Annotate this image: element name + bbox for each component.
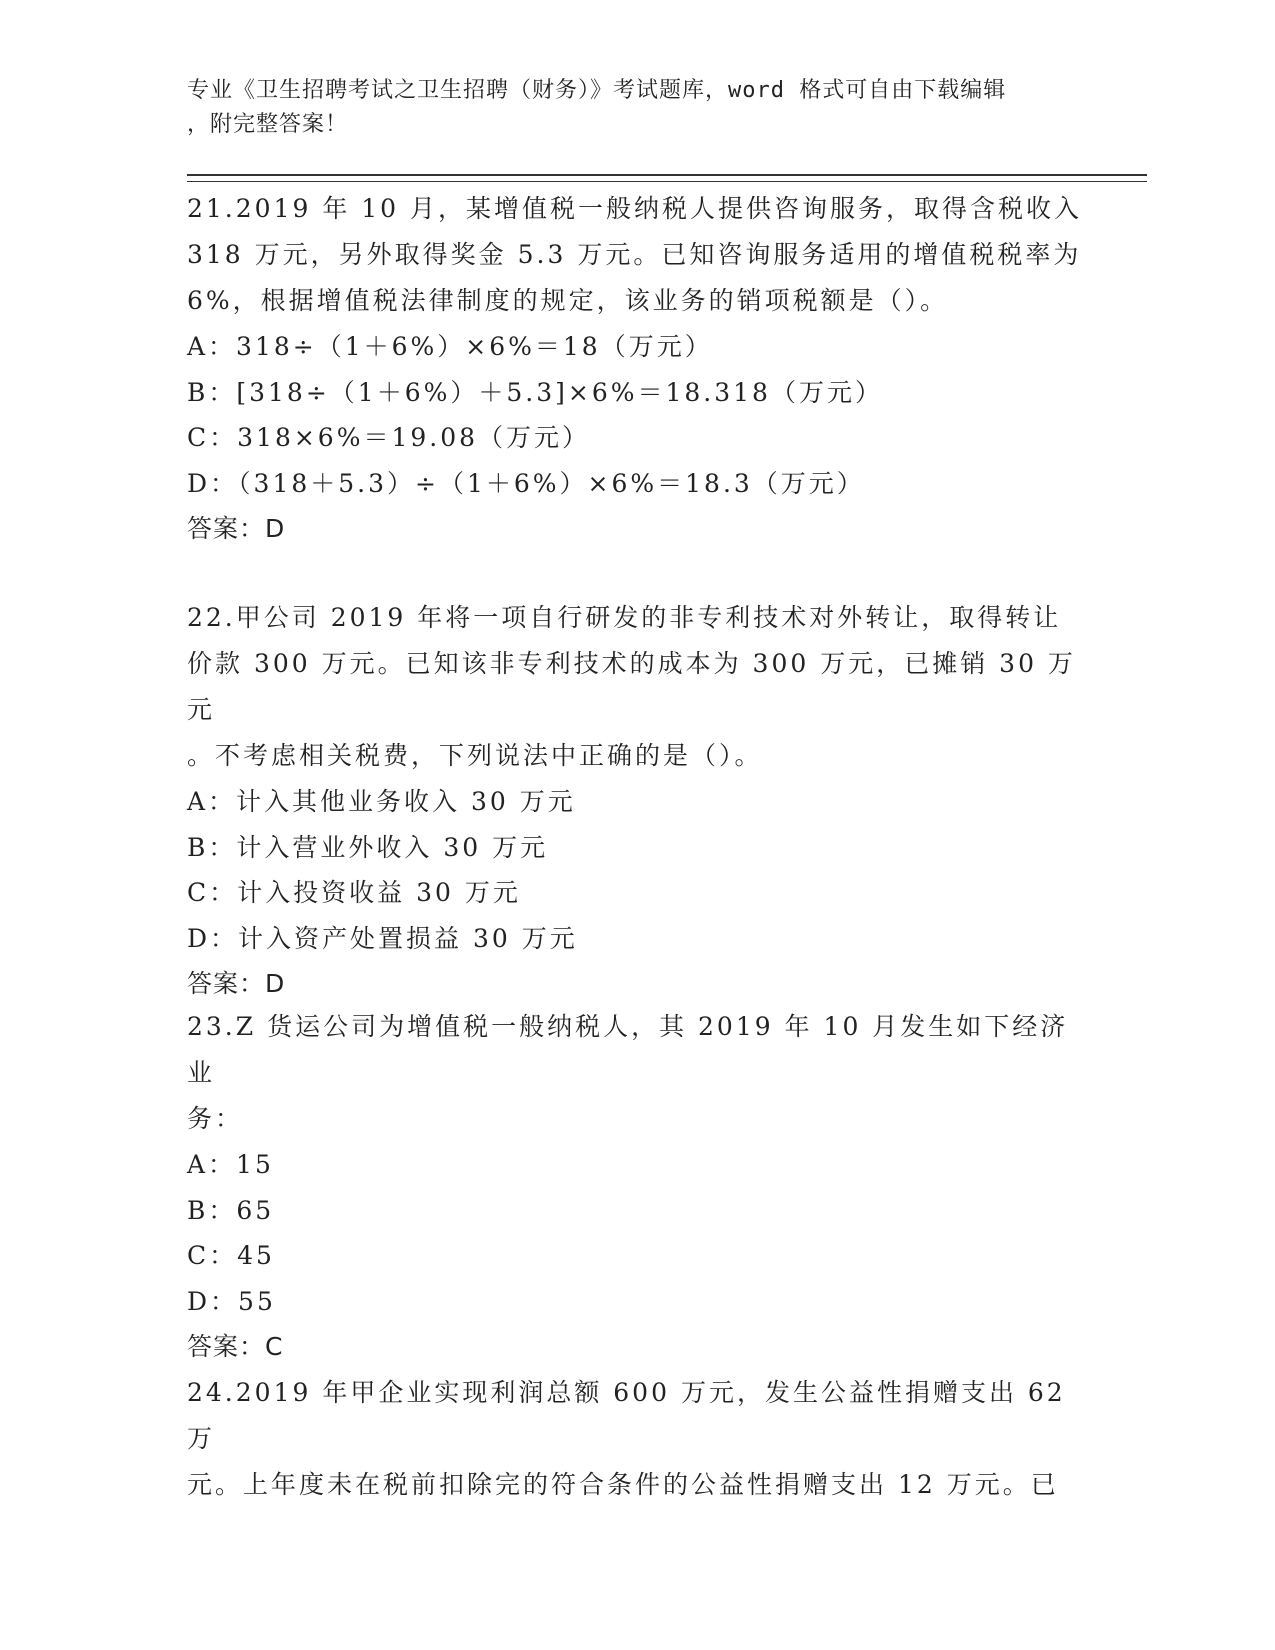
document-header: [187, 74, 1067, 142]
header-divider-thin: [187, 181, 1147, 182]
header-line-1: 专业《卫生招聘考试之卫生招聘（财务）》考试题库，word 格式可自由下载编辑: [187, 78, 1007, 103]
answer-line: 答案：D: [187, 514, 286, 543]
option-c: C：计入投资收益 30 万元: [187, 878, 521, 907]
option-c: C：318×6%＝19.08（万元）: [187, 423, 591, 452]
question-stem-line: 6%，根据增值税法律制度的规定，该业务的销项税额是（）。: [187, 286, 949, 315]
option-b: B：65: [187, 1195, 275, 1225]
option-b: B：计入营业外收入 30 万元: [187, 832, 549, 862]
question-23: [187, 1004, 1087, 1369]
option-a: A：318÷（1＋6%）×6%＝18（万元）: [187, 332, 713, 361]
question-stem-line: 价款 300 万元。已知该非专利技术的成本为 300 万元，已摊销 30 万元: [187, 649, 1076, 724]
question-stem-line: 务：: [187, 1104, 244, 1133]
header-divider-thick: [187, 174, 1147, 176]
question-stem-line: 23.Z 货运公司为增值税一般纳税人，其 2019 年 10 月发生如下经济业: [187, 1012, 1069, 1087]
question-stem-line: 。不考虑相关税费，下列说法中正确的是（）。: [187, 741, 763, 770]
option-c: C：45: [187, 1241, 275, 1270]
question-stem-line: 22.甲公司 2019 年将一项自行研发的非专利技术对外转让，取得转让: [187, 603, 1062, 632]
option-b: B：[318÷（1＋6%）＋5.3]×6%＝18.318（万元）: [187, 377, 883, 407]
option-d: D：55: [187, 1286, 276, 1316]
answer-line: 答案：C: [187, 1332, 284, 1361]
question-stem-line: 318 万元，另外取得奖金 5.3 万元。已知咨询服务适用的增值税税率为: [187, 240, 1082, 269]
question-21: [187, 186, 1087, 551]
header-line-2: ，附完整答案！: [187, 112, 349, 137]
question-stem-line: 24.2019 年甲企业实现利润总额 600 万元，发生公益性捐赠支出 62 万: [187, 1378, 1066, 1453]
answer-line: 答案：D: [187, 969, 286, 998]
option-a: A：15: [187, 1150, 274, 1179]
option-d: D：计入资产处置损益 30 万元: [187, 923, 578, 953]
option-a: A：计入其他业务收入 30 万元: [187, 787, 576, 816]
question-stem-line: 21.2019 年 10 月，某增值税一般纳税人提供咨询服务，取得含税收入: [187, 194, 1083, 223]
question-stem-line: 元。上年度未在税前扣除完的符合条件的公益性捐赠支出 12 万元。已: [187, 1470, 1059, 1499]
question-24: [187, 1370, 1087, 1508]
option-d: D：（318＋5.3）÷（1＋6%）×6%＝18.3（万元）: [187, 468, 865, 498]
question-22: [187, 595, 1087, 1006]
